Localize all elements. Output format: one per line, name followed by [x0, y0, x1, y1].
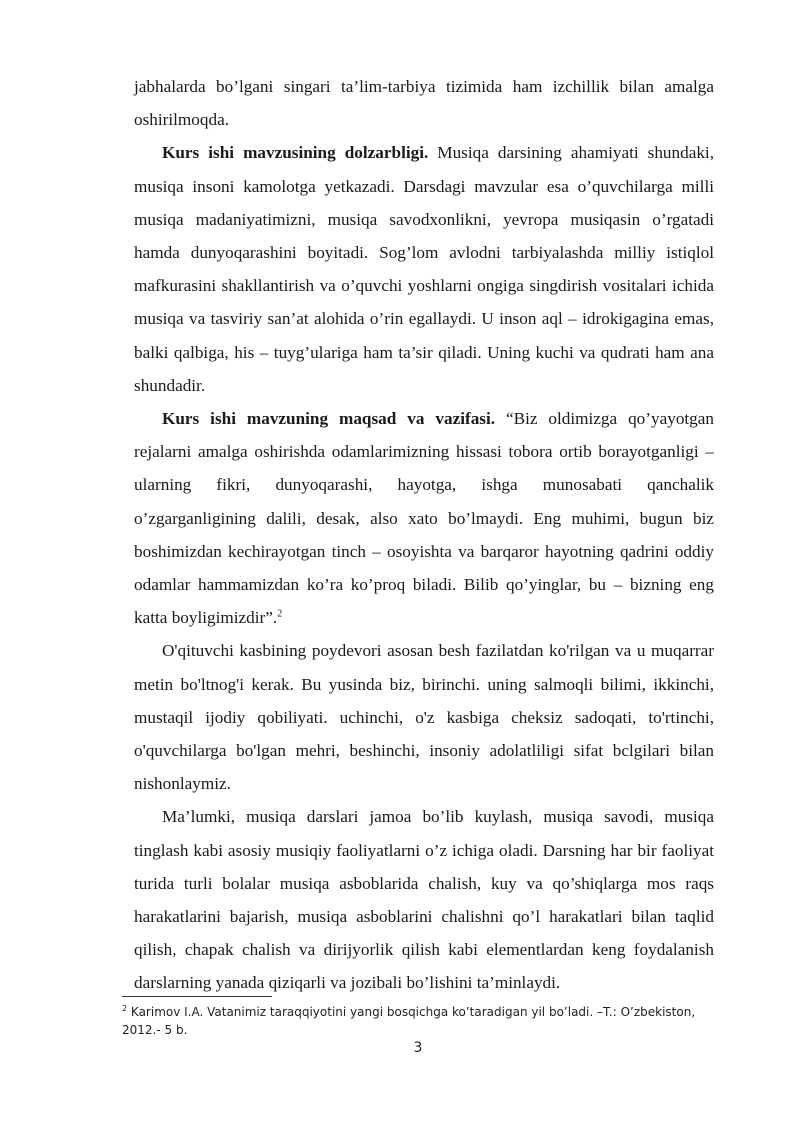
footnote-number: 2 [122, 1004, 128, 1013]
paragraph-2 [134, 136, 714, 402]
footnote [122, 1003, 722, 1039]
paragraph-2-text: Musiqa darsining ahamiyati shundaki, musiqa insoni kamolotga yetkazadi. Darsdagi mavzular esa o’quvchilarga milli musiqa madaniyatimizni, musiqa savodxonlikni, yevropa musiqasin o’rgatadi hamda dunyoqarashini boyitadi. Sog’lom avlodni tarbiyalashda milliy istiqlol mafkurasini shakllantirish va o’quvchi yoshlarni ongiga singdirish vositalari ichida musiqa va tasviriy san’at alohida o’rin egallaydi. U inson aql – idrokigagina emas, balki qalbiga, his – tuyg’ulariga ham ta’sir qiladi. Uning kuchi va qudrati ham ana shundadir. [134, 143, 714, 395]
paragraph-4: O'qituvchi kasbining poydevori asosan besh fazilatdan ko'rilgan va u muqarrar metin bo'ltnog'i kerak. Bu yusinda biz, birinchi. uning salmoqli bilimi, ikkinchi, mustaqil ijodiy qobiliyati. uchinchi, o'z kasbiga cheksiz sadoqati, to'rtinchi, o'quvchilarga bo'lgan mehri, beshinchi, insoniy adolatliligi sifat bclgilari bilan nishonlaymiz. [134, 641, 714, 794]
paragraph-3 [134, 402, 714, 634]
footnote-reference[interactable]: 2 [277, 608, 283, 620]
footnote-text: Karimov I.A. Vatanimiz taraqqiyotini yangi bosqichga ko’taradigan yil bo’ladi. –T.: O’zbekiston, 2012.- 5 b. [122, 1005, 696, 1037]
paragraph-5: Ma’lumki, musiqa darslari jamoa bo’lib kuylash, musiqa savodi, musiqa tinglash kabi asosiy musiqiy faoliyatlarni o’z ichiga oladi. Darsning har bir faoliyat turida turli bolalar musiqa asboblarida chalish, kuy va qo’shiqlarga mos raqs harakatlarini bajarish, musiqa asboblarini chalishni qo’l harakatlari bilan taqlid qilish, chapak chalish va dirijyorlik qilish kabi elementlardan keng foydalanish darslarning yanada qiziqarli va jozibali bo’lishini ta’minlaydi. [134, 807, 714, 993]
paragraph-1: jabhalarda bo’lgani singari ta’lim-tarbiya tizimida ham izchillik bilan amalga oshirilmoqda. [134, 77, 714, 130]
page-number: 3 [413, 1040, 423, 1056]
paragraph-3-heading: Kurs ishi mavzuning maqsad va vazifasi. [162, 409, 496, 429]
paragraph-2-heading: Kurs ishi mavzusining dolzarbligi. [162, 143, 429, 163]
main-text [134, 70, 714, 1000]
paragraph-3-text: “Biz oldimizga qo’yayotgan rejalarni amalga oshirishda odamlarimizning hissasi tobora ortib borayotganligi – ularning fikri, dunyoqarashi, hayotga, ishga munosabati qanchalik o’zgarganligining dalili, desak, also xato bo’lmaydi. Eng muhimi, bugun biz boshimizdan kechirayotgan tinch – osoyishta va barqaror hayotning qadrini oddiy odamlar hammamizdan ko’ra ko’proq biladi. Bilib qo’yinglar, bu – bizning eng katta boyligimizdir”. [134, 409, 714, 628]
footnote-divider [122, 996, 272, 997]
